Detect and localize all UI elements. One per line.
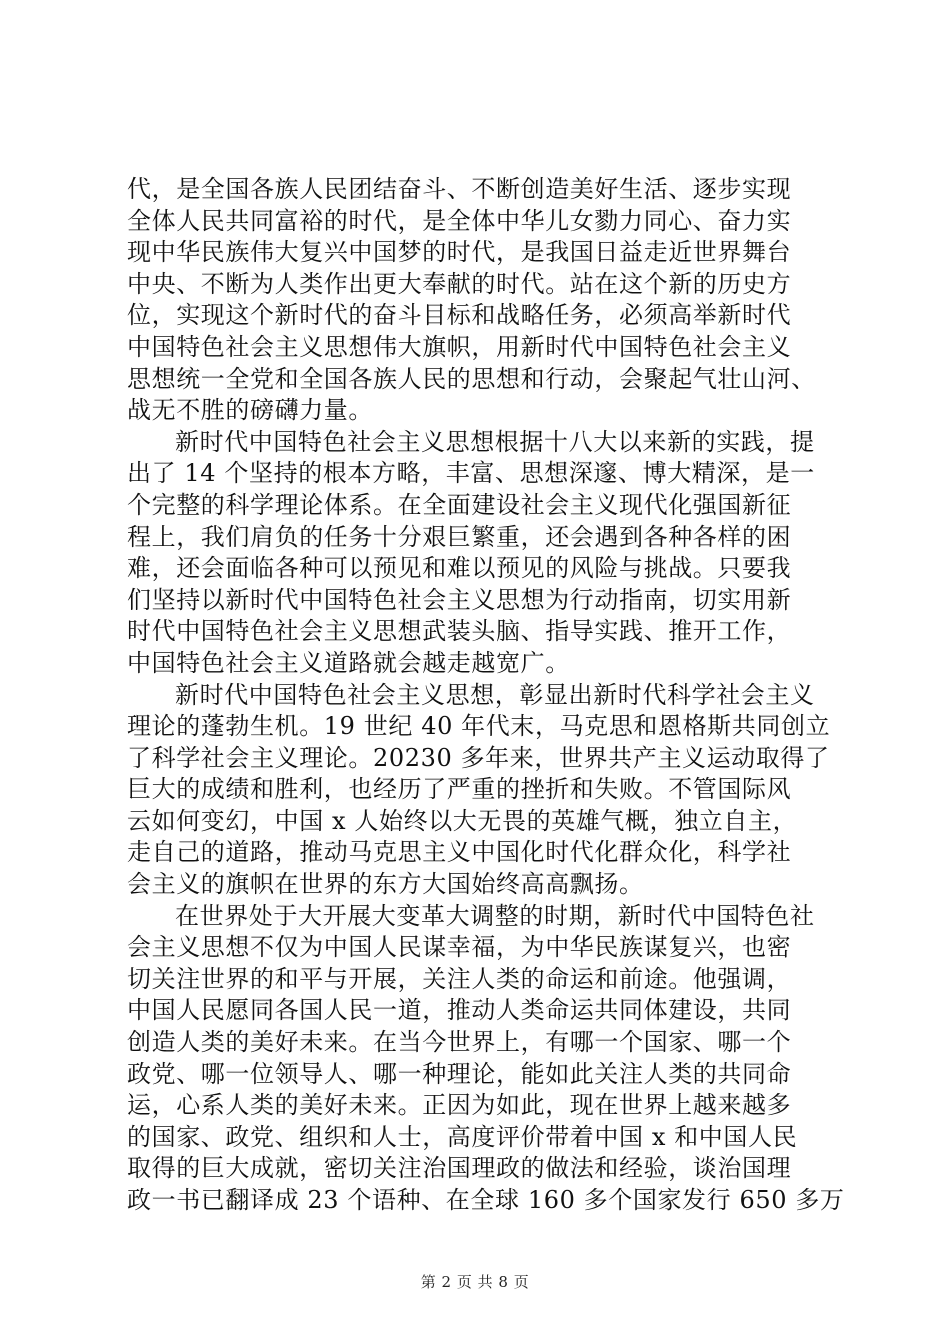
text-line: 中国特色社会主义道路就会越走越宽广。 [127, 648, 570, 677]
text-line: 巨大的成绩和胜利，也经历了严重的挫折和失败。不管国际风 [127, 775, 792, 804]
text-line: 会主义的旗帜在世界的东方大国始终高高飘扬。 [127, 870, 644, 899]
text-line: 个完整的科学理论体系。在全面建设社会主义现代化强国新征 [127, 490, 792, 519]
text-line: 会主义思想不仅为中国人民谋幸福，为中华民族谋复兴，也密 [127, 933, 792, 962]
text-line: 程上，我们肩负的任务十分艰巨繁重，还会遇到各种各样的困 [127, 522, 792, 551]
text-line: 中国特色社会主义思想伟大旗帜，用新时代中国特色社会主义 [127, 332, 792, 361]
text-line: 取得的巨大成就，密切关注治国理政的做法和经验，谈治国理 [127, 1154, 792, 1183]
text-line: 出了 14 个坚持的根本方略，丰富、思想深邃、博大精深，是一 [127, 459, 815, 488]
text-line: 全体人民共同富裕的时代，是全体中华儿女勠力同心、奋力实 [127, 206, 792, 235]
text-line: 代，是全国各族人民团结奋斗、不断创造美好生活、逐步实现 [127, 175, 792, 203]
text-line: 中国人民愿同各国人民一道，推动人类命运共同体建设，共同 [127, 996, 792, 1025]
text-line: 位，实现这个新时代的奋斗目标和战略任务，必须高举新时代 [127, 301, 792, 330]
text-line: 中央、不断为人类作出更大奉献的时代。站在这个新的历史方 [127, 269, 792, 298]
paragraph [127, 174, 832, 427]
text-line: 新时代中国特色社会主义思想，彰显出新时代科学社会主义 [175, 680, 815, 709]
text-line: 新时代中国特色社会主义思想根据十八大以来新的实践，提 [175, 427, 815, 456]
text-line: 政党、哪一位领导人、哪一种理论，能如此关注人类的共同命 [127, 1059, 792, 1088]
text-line: 在世界处于大开展大变革大调整的时期，新时代中国特色社 [175, 901, 815, 930]
page-footer: 第 2 页 共 8 页 [420, 1273, 530, 1291]
text-line: 云如何变幻，中国 x 人始终以大无畏的英雄气概，独立自主， [127, 806, 798, 835]
text-line: 政一书已翻译成 23 个语种、在全球 160 多个国家发行 650 多万 [127, 1186, 845, 1214]
body-text [127, 174, 845, 1217]
text-line: 时代中国特色社会主义思想武装头脑、指导实践、推开工作， [127, 617, 792, 646]
text-line: 运，心系人类的美好未来。正因为如此，现在世界上越来越多 [127, 1091, 792, 1120]
text-line: 走自己的道路，推动马克思主义中国化时代化群众化，科学社 [127, 838, 792, 867]
text-line: 的国家、政党、组织和人士，高度评价带着中国 x 和中国人民 [127, 1122, 798, 1151]
text-line: 思想统一全党和全国各族人民的思想和行动，会聚起气壮山河、 [127, 364, 816, 393]
text-line: 现中华民族伟大复兴中国梦的时代，是我国日益走近世界舞台 [127, 238, 792, 267]
text-line: 创造人类的美好未来。在当今世界上，有哪一个国家、哪一个 [127, 1028, 792, 1057]
text-line: 理论的蓬勃生机。19 世纪 40 年代末，马克思和恩格斯共同创立 [127, 712, 831, 741]
paragraph [127, 427, 832, 680]
text-line: 难，还会面临各种可以预见和难以预见的风险与挑战。只要我 [127, 554, 792, 583]
text-line: 了科学社会主义理论。20230 多年来，世界共产主义运动取得了 [127, 743, 830, 772]
paragraph [127, 901, 845, 1217]
text-line: 们坚持以新时代中国特色社会主义思想为行动指南，切实用新 [127, 585, 792, 614]
text-line: 切关注世界的和平与开展，关注人类的命运和前途。他强调， [127, 964, 792, 993]
text-line: 战无不胜的磅礴力量。 [127, 396, 373, 425]
paragraph [127, 680, 832, 901]
